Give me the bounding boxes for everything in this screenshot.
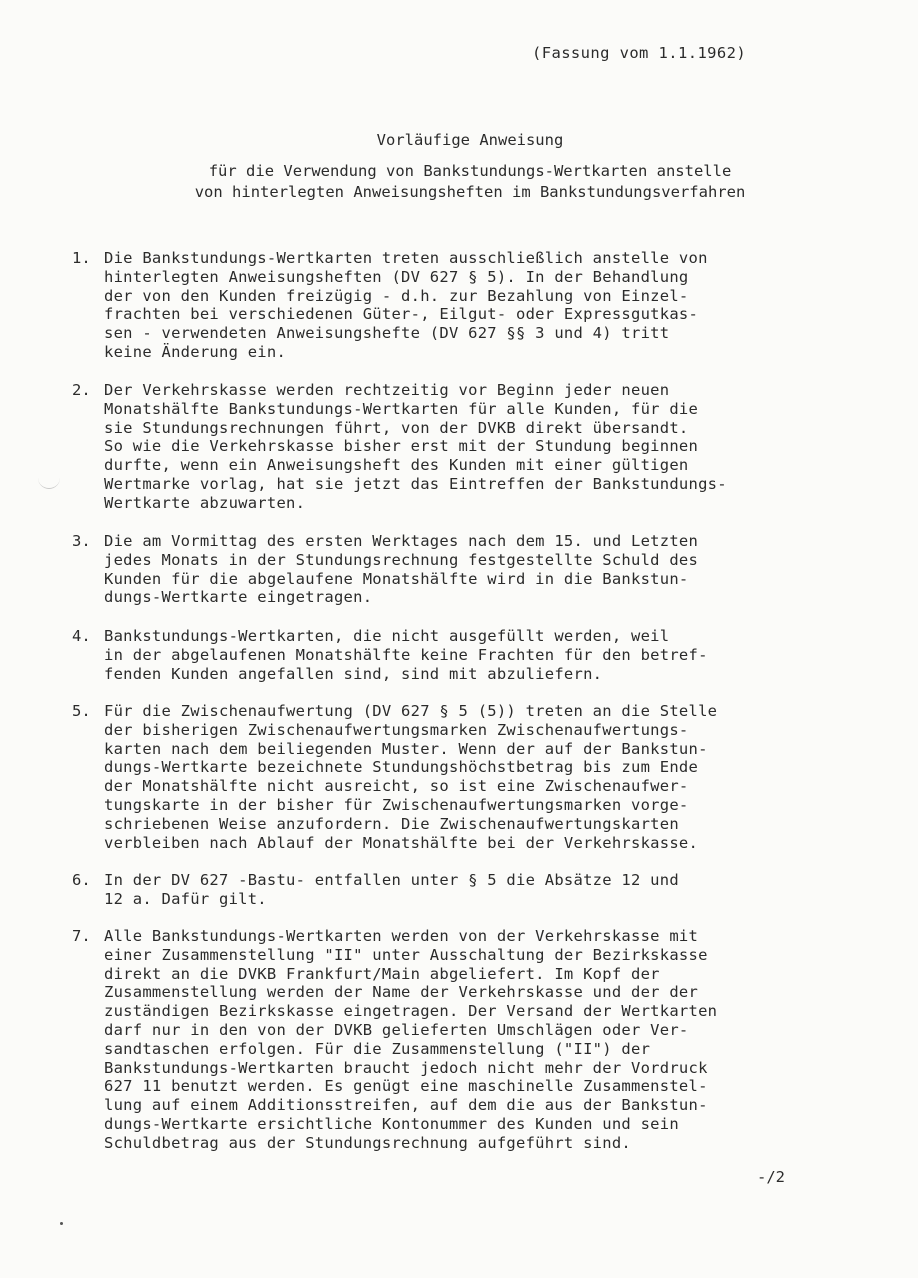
paragraph-line: zuständigen Bezirkskasse eingetragen. Der Versand der Wertkarten: [104, 1002, 718, 1021]
paragraph-line: frachten bei verschiedenen Güter-, Eilgut- oder Expressgutkas-: [104, 305, 699, 324]
paragraph-number: 5.: [72, 702, 91, 720]
paragraph-line: Für die Zwischenaufwertung (DV 627 § 5 (5)) treten an die Stelle: [104, 702, 718, 720]
paragraph-number: 2.: [72, 381, 91, 399]
paragraph-line: Monatshälfte Bankstundungs-Wertkarten für alle Kunden, für die: [104, 399, 699, 418]
paragraph-line: Schuldbetrag aus der Stundungsrechnung aufgeführt sind.: [104, 1133, 631, 1152]
paragraph-line: in der abgelaufenen Monatshälfte keine Frachten für den betref-: [104, 645, 708, 664]
page-continuation: -/2: [757, 1168, 785, 1186]
paragraph-line: Wertkarte abzuwarten.: [104, 493, 306, 512]
paragraph-line: verbleiben nach Ablauf der Monatshälfte bei der Verkehrskasse.: [104, 833, 699, 852]
paragraph-number: 7.: [72, 927, 91, 945]
paragraph-line: lung auf einem Additionsstreifen, auf dem die aus der Bankstun-: [104, 1096, 708, 1115]
paragraph-number: 1.: [72, 249, 91, 267]
paragraph-line: 12 a. Dafür gilt.: [104, 889, 267, 908]
paragraph-line: So wie die Verkehrskasse bisher erst mit der Stundung beginnen: [104, 437, 699, 456]
paragraph-line: keine Änderung ein.: [104, 342, 287, 361]
paragraph-line: Zusammenstellung werden der Name der Verkehrskasse und der der: [104, 983, 699, 1002]
paragraph-line: sen - verwendeten Anweisungshefte (DV 627 §§ 3 und 4) tritt: [104, 324, 670, 343]
paragraph-line: der bisherigen Zwischenaufwertungsmarken Zwischenaufwertungs-: [104, 720, 689, 739]
paragraph-line: Alle Bankstundungs-Wertkarten werden von der Verkehrskasse mit: [104, 927, 699, 945]
paragraph-line: dungs-Wertkarte eingetragen.: [104, 588, 373, 607]
paragraph-line: Kunden für die abgelaufene Monatshälfte wird in die Bankstun-: [104, 569, 689, 588]
paragraph-line: karten nach dem beiliegenden Muster. Wenn der auf der Bankstun-: [104, 739, 708, 758]
paragraph-line: schriebenen Weise anzufordern. Die Zwischenaufwertungskarten: [104, 814, 679, 833]
paragraph-line: der von den Kunden freizügig - d.h. zur Bezahlung von Einzel-: [104, 286, 689, 305]
paragraph-number: 3.: [72, 532, 91, 550]
margin-pencil-mark: [38, 478, 60, 489]
paragraph-line: direkt an die DVKB Frankfurt/Main abgeliefert. Im Kopf der: [104, 964, 660, 983]
version-note: (Fassung vom 1.1.1962): [532, 44, 747, 62]
paragraph-line: sandtaschen erfolgen. Für die Zusammenstellung ("II") der: [104, 1039, 651, 1058]
paragraph-line: 627 11 benutzt werden. Es genügt eine maschinelle Zusammenstel-: [104, 1077, 708, 1096]
paragraph-line: der Monatshälfte nicht ausreicht, so ist eine Zwischenaufwer-: [104, 777, 689, 796]
paragraph-line: jedes Monats in der Stundungsrechnung festgestellte Schuld des: [104, 550, 699, 569]
subtitle-line: für die Verwendung von Bankstundungs-Wertkarten anstelle: [208, 162, 732, 180]
paragraph-number: 6.: [72, 871, 91, 889]
paragraph-line: Wertmarke vorlag, hat sie jetzt das Eintreffen der Bankstundungs-: [104, 474, 727, 493]
paragraph-line: sie Stundungsrechnungen führt, von der DVKB direkt übersandt.: [104, 418, 689, 437]
paragraph-line: tungskarte in der bisher für Zwischenaufwertungsmarken vorge-: [104, 795, 689, 814]
paragraph-line: dungs-Wertkarte ersichtliche Kontonummer des Kunden und sein: [104, 1114, 679, 1133]
subtitle-line: von hinterlegten Anweisungsheften im Bankstundungsverfahren: [194, 183, 746, 201]
document-heading: [60, 130, 880, 203]
paragraph-line: Die am Vormittag des ersten Werktages nach dem 15. und Letzten: [104, 532, 699, 550]
paragraph-line: Bankstundungs-Wertkarten, die nicht ausgefüllt werden, weil: [104, 627, 670, 645]
document-title: Vorläufige Anweisung: [376, 131, 564, 149]
paragraph-number: 4.: [72, 627, 91, 645]
paragraph-line: einer Zusammenstellung "II" unter Ausschaltung der Bezirkskasse: [104, 945, 708, 964]
paragraph-line: darf nur in den von der DVKB gelieferten Umschlägen oder Ver-: [104, 1020, 689, 1039]
paragraph-line: Der Verkehrskasse werden rechtzeitig vor Beginn jeder neuen: [104, 381, 670, 399]
paragraph-line: fenden Kunden angefallen sind, sind mit abzuliefern.: [104, 664, 603, 683]
paragraph-line: hinterlegten Anweisungsheften (DV 627 § 5). In der Behandlung: [104, 267, 689, 286]
paragraph-line: Bankstundungs-Wertkarten braucht jedoch nicht mehr der Vordruck: [104, 1058, 708, 1077]
paragraph-line: durfte, wenn ein Anweisungsheft des Kunden mit einer gültigen: [104, 456, 689, 475]
paragraph-line: In der DV 627 -Bastu- entfallen unter § 5 die Absätze 12 und: [104, 871, 679, 889]
paragraph-line: Die Bankstundungs-Wertkarten treten ausschließlich anstelle von: [104, 249, 708, 267]
paragraph-line: dungs-Wertkarte bezeichnete Stundungshöchstbetrag bis zum Ende: [104, 758, 699, 777]
paper-speck: [60, 1222, 63, 1225]
